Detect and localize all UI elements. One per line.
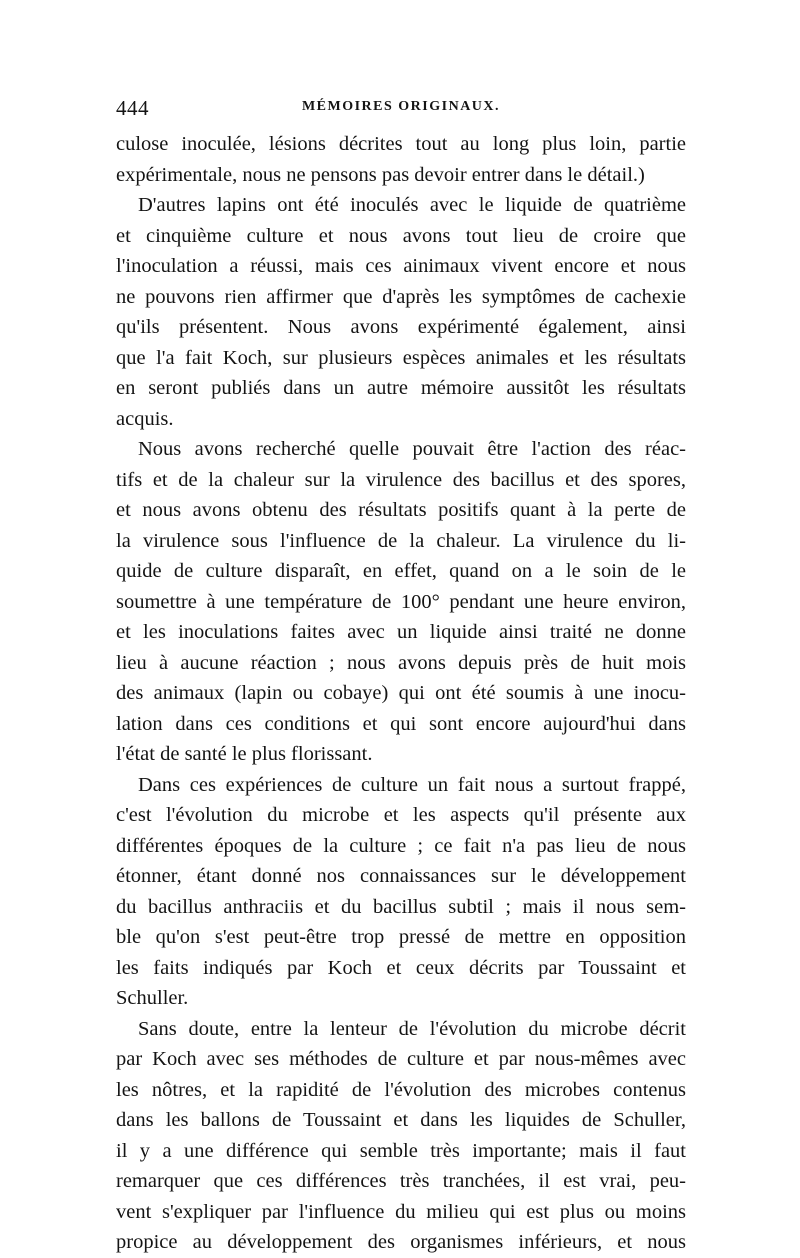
text-line: l'état de santé le plus florissant. <box>116 743 373 765</box>
text-line: vent s'expliquer par l'influence du milieu qui est plus ou moins <box>116 1200 686 1223</box>
text-line: expérimentale, nous ne pensons pas devoir entrer dans le détail.) <box>116 163 645 186</box>
text-line: ne pouvons rien affirmer que d'après les symptômes de cachexie <box>116 285 686 308</box>
text-line: lation dans ces conditions et qui sont encore aujourd'hui dans <box>116 712 686 735</box>
text-line: Nous avons recherché quelle pouvait être l'action des réac- <box>138 438 686 460</box>
text-line: il y a une différence qui semble très importante; mais il faut <box>116 1139 686 1162</box>
text-line: qu'ils présentent. Nous avons expérimenté également, ainsi <box>116 316 686 338</box>
text-line: culose inoculée, lésions décrites tout au long plus loin, partie <box>116 133 686 155</box>
running-title: MÉMOIRES ORIGINAUX. <box>301 99 501 114</box>
text-line: c'est l'évolution du microbe et les aspects qu'il présente aux <box>116 804 686 826</box>
text-line: par Koch avec ses méthodes de culture et par nous-mêmes avec <box>116 1048 686 1070</box>
text-line: que l'a fait Koch, sur plusieurs espèces animales et les résultats <box>116 346 686 369</box>
paragraph <box>116 1014 686 1258</box>
text-line: D'autres lapins ont été inoculés avec le liquide de quatrième <box>138 194 686 216</box>
text-line: ble qu'on s'est peut-être trop pressé de mettre en opposition <box>116 926 686 948</box>
text-line: la virulence sous l'influence de la chaleur. La virulence du li- <box>116 529 686 552</box>
paragraph <box>116 129 686 190</box>
text-line: Schuller. <box>116 987 189 1009</box>
body-text <box>116 129 686 1258</box>
text-line: quide de culture disparaît, en effet, quand on a le soin de le <box>116 560 686 582</box>
text-line: les faits indiqués par Koch et ceux décrits par Toussaint et <box>116 956 686 979</box>
paragraph <box>116 770 686 1014</box>
paragraph <box>116 190 686 434</box>
text-line: et nous avons obtenu des résultats positifs quant à la perte de <box>116 499 686 521</box>
text-line: Sans doute, entre la lenteur de l'évolution du microbe décrit <box>138 1017 686 1040</box>
text-line: tifs et de la chaleur sur la virulence des bacillus et des spores, <box>116 468 686 491</box>
text-line: dans les ballons de Toussaint et dans les liquides de Schuller, <box>116 1109 686 1131</box>
text-line: du bacillus anthraciis et du bacillus subtil ; mais il nous sem- <box>116 895 686 918</box>
text-line: l'inoculation a réussi, mais ces ainimaux vivent encore et nous <box>116 255 686 277</box>
text-line: étonner, étant donné nos connaissances sur le développement <box>116 865 686 887</box>
text-line: les nôtres, et la rapidité de l'évolution des microbes contenus <box>116 1078 686 1101</box>
text-line: remarquer que ces différences très tranchées, il est vrai, peu- <box>116 1170 686 1192</box>
page-number: 444 <box>116 96 149 120</box>
text-line: et les inoculations faites avec un liquide ainsi traité ne donne <box>116 621 686 643</box>
text-line: en seront publiés dans un autre mémoire aussitôt les résultats <box>116 377 686 399</box>
running-header <box>116 96 686 124</box>
paragraph <box>116 434 686 770</box>
text-line: soumettre à une température de 100° pendant une heure environ, <box>116 590 686 613</box>
text-line: et cinquième culture et nous avons tout lieu de croire que <box>116 224 686 247</box>
text-line: des animaux (lapin ou cobaye) qui ont été soumis à une inocu- <box>116 682 686 704</box>
text-line: différentes époques de la culture ; ce fait n'a pas lieu de nous <box>116 834 686 857</box>
text-line: acquis. <box>116 407 174 430</box>
text-line: propice au développement des organismes inférieurs, et nous <box>116 1231 686 1253</box>
text-line: lieu à aucune réaction ; nous avons depuis près de huit mois <box>116 651 686 674</box>
text-line: Dans ces expériences de culture un fait nous a surtout frappé, <box>138 773 686 796</box>
